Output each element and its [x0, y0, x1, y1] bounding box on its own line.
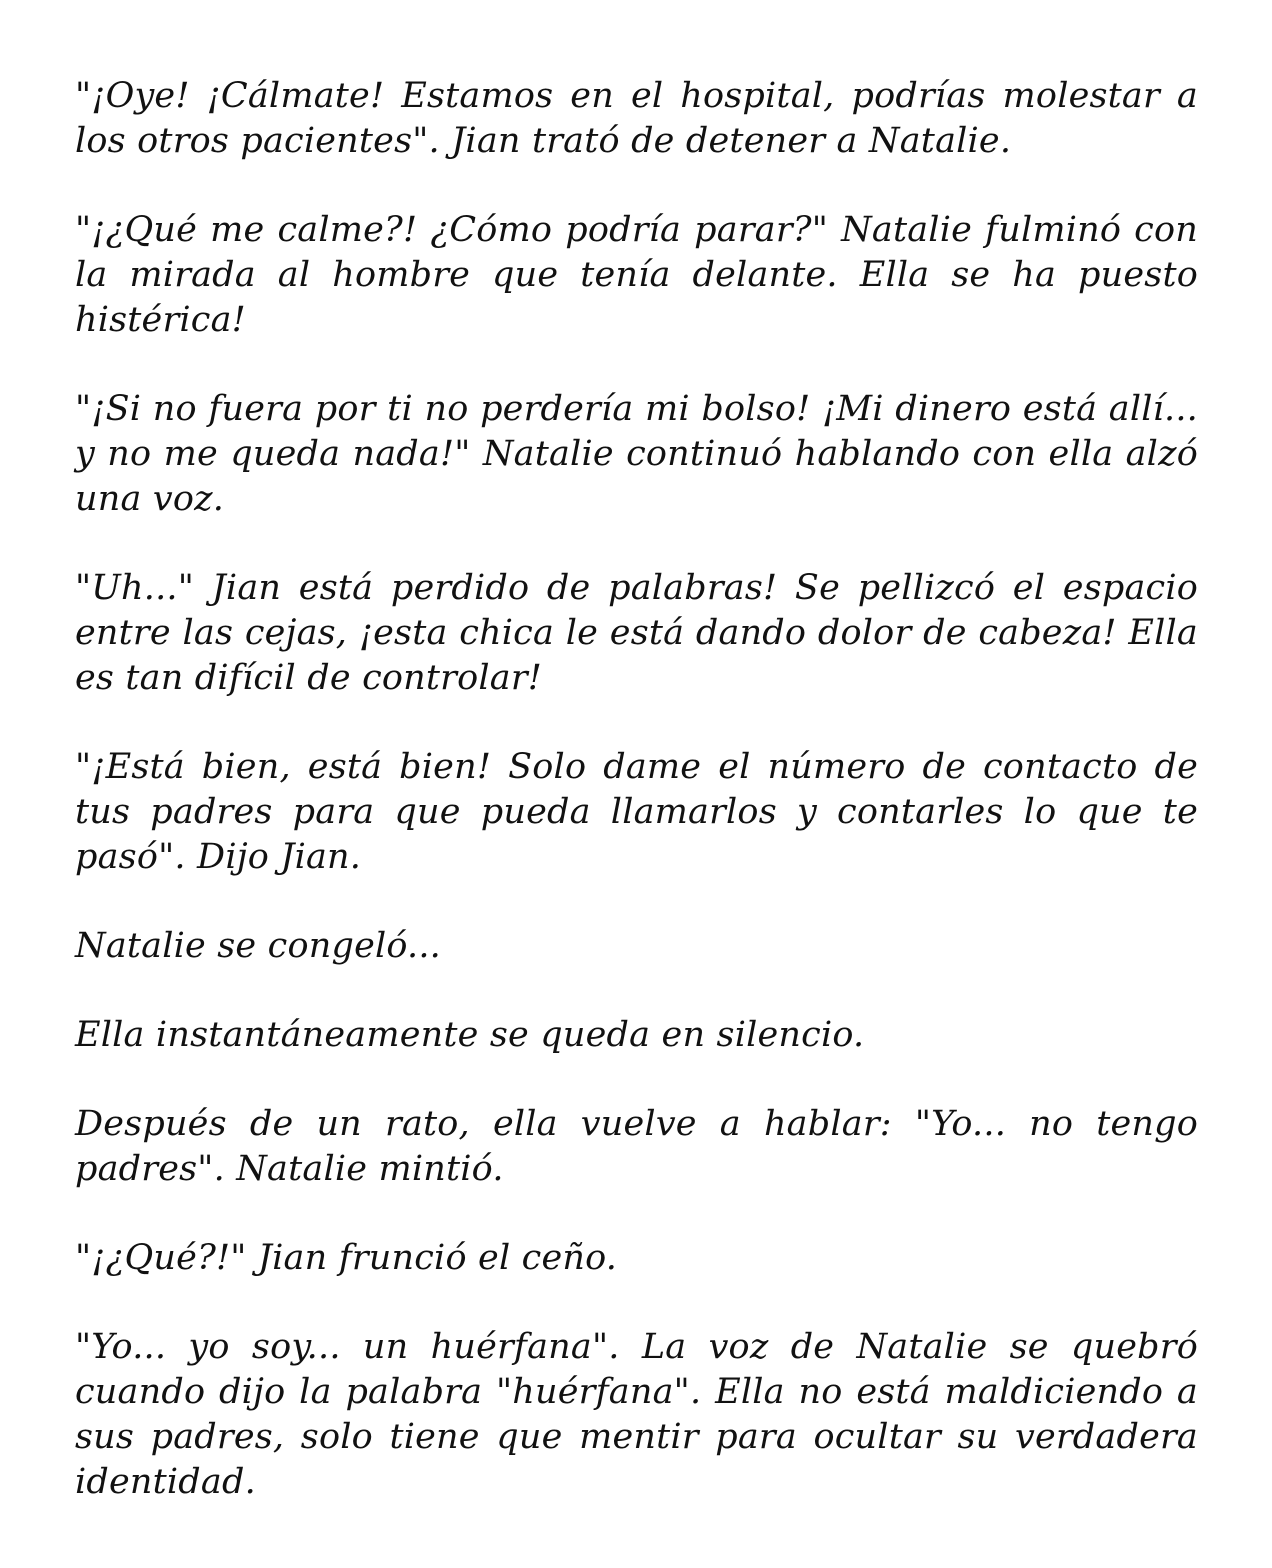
paragraph-5: "¡Está bien, está bien! Solo dame el número de contacto de tus padres para que pueda llamarlos y contarles lo que te pasó". Dijo Jian.: [75, 747, 1198, 877]
paragraph-2: "¡¿Qué me calme?! ¿Cómo podría parar?" Natalie fulminó con la mirada al hombre que tenía delante. Ella se ha puesto histérica!: [75, 210, 1198, 340]
paragraph-9: "¡¿Qué?!" Jian frunció el ceño.: [75, 1238, 618, 1278]
paragraph-3: "¡Si no fuera por ti no perdería mi bolso! ¡Mi dinero está allí... y no me queda nada!" Natalie continuó hablando con ella alzó una voz.: [75, 389, 1198, 519]
paragraph-1: "¡Oye! ¡Cálmate! Estamos en el hospital, podrías molestar a los otros pacientes". Jian trató de detener a Natalie.: [75, 76, 1198, 161]
document-body: [75, 74, 1198, 1505]
paragraph-4: "Uh..." Jian está perdido de palabras! Se pellizcó el espacio entre las cejas, ¡esta chica le está dando dolor de cabeza! Ella es tan difícil de controlar!: [75, 568, 1198, 698]
paragraph-8: Después de un rato, ella vuelve a hablar: "Yo... no tengo padres". Natalie mintió.: [75, 1104, 1198, 1189]
paragraph-10: "Yo... yo soy... un huérfana". La voz de Natalie se quebró cuando dijo la palabra "huérfana". Ella no está maldiciendo a sus padres, solo tiene que mentir para ocultar su verdadera identidad.: [75, 1327, 1198, 1502]
paragraph-7: Ella instantáneamente se queda en silencio.: [75, 1015, 865, 1055]
paragraph-6: Natalie se congeló...: [75, 926, 442, 966]
